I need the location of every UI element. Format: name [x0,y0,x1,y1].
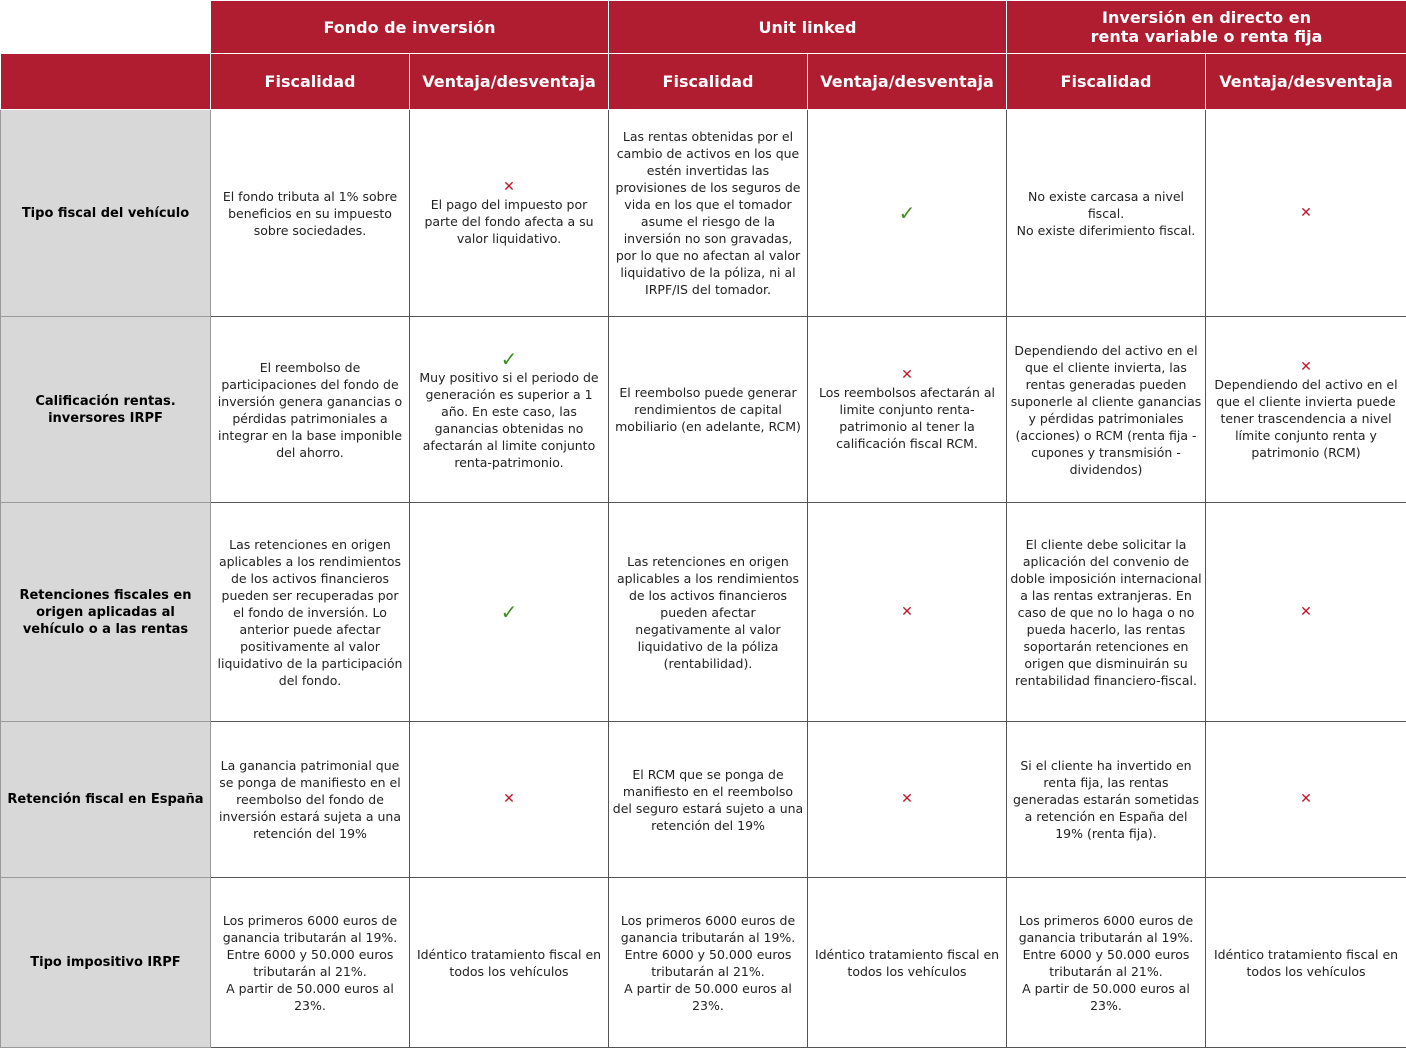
check-icon: ✓ [500,346,518,371]
unit-ventaja-cell [808,317,1007,503]
fondo-fiscalidad-cell: Los primeros 6000 euros de ganancia tributarán al 19%. Entre 6000 y 50.000 euros tributarán al 21%. A partir de 50.000 euros al 23%. [211,878,410,1048]
cross-icon: ✕ [1300,603,1312,620]
directo-fiscalidad-cell: Dependiendo del activo en el que el cliente invierta, las rentas generadas pueden suponerle al cliente ganancias y pérdidas patrimoniales (acciones) o RCM (renta fija - cupones y transmisión - dividendos) [1007,317,1206,503]
corner-blank [1,1,211,54]
table-row [1,878,1406,1048]
sub-header-fiscalidad: Fiscalidad [609,54,808,110]
unit-ventaja-cell: Idéntico tratamiento fiscal en todos los vehículos [808,878,1007,1048]
sub-header-fiscalidad: Fiscalidad [211,54,410,110]
cross-icon: ✕ [503,179,515,195]
row-label: Tipo fiscal del vehículo [1,110,211,317]
row-label: Tipo impositivo IRPF [1,878,211,1048]
group-header-fondo: Fondo de inversión [211,1,609,54]
table-row [1,503,1406,722]
fondo-fiscalidad-cell: La ganancia patrimonial que se ponga de manifiesto en el reembolso del fondo de inversión estará sujeta a una retención del 19% [211,722,410,878]
cross-icon: ✕ [1300,358,1312,375]
directo-ventaja-cell: Idéntico tratamiento fiscal en todos los vehículos [1206,878,1406,1048]
fondo-ventaja-cell [410,110,609,317]
fondo-fiscalidad-cell: El fondo tributa al 1% sobre beneficios en su impuesto sobre sociedades. [211,110,410,317]
cross-icon: ✕ [1300,791,1312,807]
directo-fiscalidad-cell: No existe carcasa a nivel fiscal. No existe diferimiento fiscal. [1007,110,1206,317]
fondo-ventaja-cell [410,317,609,503]
directo-ventaja-cell [1206,110,1406,317]
cross-icon: ✕ [503,791,515,807]
directo-fiscalidad-cell: Los primeros 6000 euros de ganancia tributarán al 19%. Entre 6000 y 50.000 euros tributarán al 21%. A partir de 50.000 euros al 23%. [1007,878,1206,1048]
fondo-ventaja-cell: Idéntico tratamiento fiscal en todos los vehículos [410,878,609,1048]
directo-ventaja-cell [1206,503,1406,722]
check-icon: ✓ [500,600,518,624]
fondo-ventaja-cell [410,503,609,722]
sub-header-row [1,54,1406,110]
unit-fiscalidad-cell: El reembolso puede generar rendimientos de capital mobiliario (en adelante, RCM) [609,317,808,503]
unit-fiscalidad-cell: Los primeros 6000 euros de ganancia tributarán al 19%. Entre 6000 y 50.000 euros tributarán al 21%. A partir de 50.000 euros al 23%. [609,878,808,1048]
fondo-fiscalidad-cell: Las retenciones en origen aplicables a los rendimientos de los activos financieros pueden ser recuperadas por el fondo de inversión. Lo anterior puede afectar positivamente al valor liquidativo de la participación del fondo. [211,503,410,722]
row-label: Retención fiscal en España [1,722,211,878]
fondo-ventaja-cell [410,722,609,878]
unit-ventaja-cell [808,503,1007,722]
fondo-ventaja-text: El pago del impuesto por parte del fondo afecta a su valor liquidativo. [424,197,594,246]
cross-icon: ✕ [1300,204,1312,221]
directo-fiscalidad-cell: Si el cliente ha invertido en renta fija, las rentas generadas estarán sometidas a retención en España del 19% (renta fija). [1007,722,1206,878]
directo-ventaja-cell [1206,317,1406,503]
unit-fiscalidad-cell: Las rentas obtenidas por el cambio de activos en los que estén invertidas las provisiones de los seguros de vida en los que el tomador asume el riesgo de la inversión no son gravadas, por lo que no afectan al valor liquidativo de la póliza, ni al IRPF/IS del tomador. [609,110,808,317]
group-header-unit-linked: Unit linked [609,1,1007,54]
unit-ventaja-cell [808,110,1007,317]
sub-header-ventaja: Ventaja/desventaja [808,54,1007,110]
directo-fiscalidad-cell: El cliente debe solicitar la aplicación del convenio de doble imposición internacional a las rentas extranjeras. En caso de que no lo haga o no pueda hacerlo, las rentas soportarán retenciones en origen que disminuirán su rentabilidad financiero-fiscal. [1007,503,1206,722]
row-label: Retenciones fiscales en origen aplicadas al vehículo o a las rentas [1,503,211,722]
unit-fiscalidad-cell: El RCM que se ponga de manifiesto en el reembolso del seguro estará sujeto a una retención del 19% [609,722,808,878]
sub-header-blank [1,54,211,110]
check-icon: ✓ [898,201,916,225]
cross-icon: ✕ [901,603,913,620]
directo-ventaja-text: Dependiendo del activo en el que el cliente invierta puede tener trascendencia a nivel límite conjunto renta y patrimonio (RCM) [1214,376,1398,460]
table-row [1,722,1406,878]
directo-ventaja-cell [1206,722,1406,878]
sub-header-ventaja: Ventaja/desventaja [410,54,609,110]
cross-icon: ✕ [901,791,913,807]
fondo-ventaja-text: Muy positivo si el periodo de generación es superior a 1 año. En este caso, las ganancias obtenidas no afectarán al limite conjunto renta-patrimonio. [419,369,599,470]
table-row [1,110,1406,317]
cross-icon: ✕ [901,367,913,383]
unit-ventaja-text: Los reembolsos afectarán al limite conjunto renta-patrimonio al tener la calificación fiscal RCM. [818,385,995,451]
unit-ventaja-cell [808,722,1007,878]
fondo-fiscalidad-cell: El reembolso de participaciones del fondo de inversión genera ganancias o pérdidas patrimoniales a integrar en la base imponible del ahorro. [211,317,410,503]
group-header-directo: Inversión en directo en renta variable o renta fija [1007,1,1406,54]
unit-fiscalidad-cell: Las retenciones en origen aplicables a los rendimientos de los activos financieros pueden afectar negativamente al valor liquidativo de la póliza (rentabilidad). [609,503,808,722]
sub-header-fiscalidad: Fiscalidad [1007,54,1206,110]
group-header-row [1,1,1406,54]
sub-header-ventaja: Ventaja/desventaja [1206,54,1406,110]
row-label: Calificación rentas. inversores IRPF [1,317,211,503]
table-row [1,317,1406,503]
